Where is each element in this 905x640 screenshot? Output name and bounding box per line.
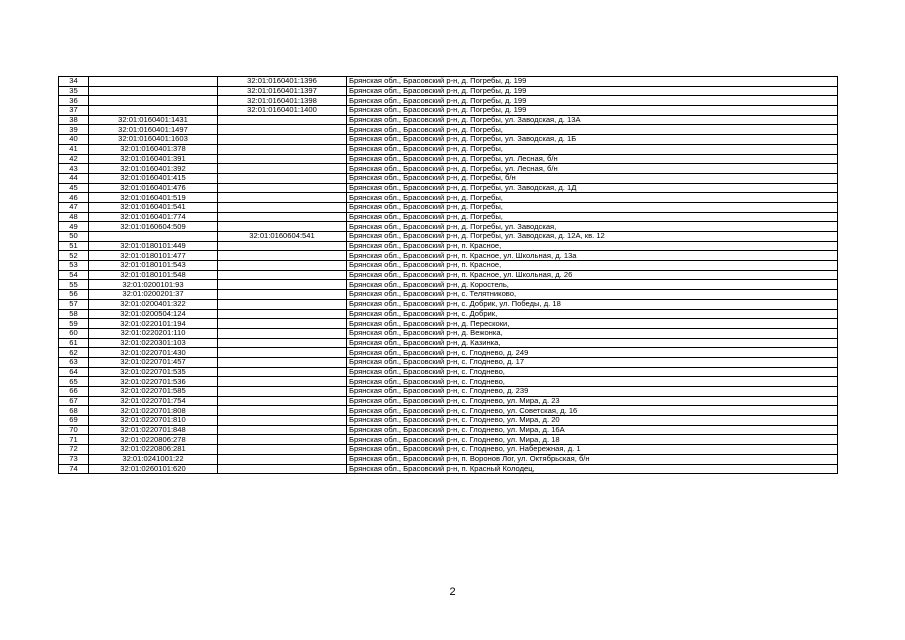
address-cell: Брянская обл., Брасовский р-н, с. Глоднево, ул. Мира, д. 16А — [347, 425, 838, 435]
row-number-cell: 60 — [59, 328, 89, 338]
address-cell: Брянская обл., Брасовский р-н, д. Погребы, ул. Заводская, д. 13А — [347, 115, 838, 125]
cadastral-number-cell: 32:01:0160401:774 — [89, 212, 218, 222]
building-cadastral-number-cell — [218, 164, 347, 174]
table-row — [59, 241, 838, 251]
building-cadastral-number-cell — [218, 280, 347, 290]
address-cell: Брянская обл., Брасовский р-н, п. Воронов Лог, ул. Октябрьская, б/н — [347, 454, 838, 464]
address-cell: Брянская обл., Брасовский р-н, с. Глоднево, — [347, 367, 838, 377]
cadastral-number-cell — [89, 232, 218, 242]
row-number-cell: 41 — [59, 144, 89, 154]
row-number-cell: 52 — [59, 251, 89, 261]
row-number-cell: 72 — [59, 445, 89, 455]
table-row — [59, 183, 838, 193]
row-number-cell: 71 — [59, 435, 89, 445]
building-cadastral-number-cell — [218, 338, 347, 348]
row-number-cell: 50 — [59, 232, 89, 242]
table-row — [59, 377, 838, 387]
address-cell: Брянская обл., Брасовский р-н, д. Погребы, — [347, 125, 838, 135]
building-cadastral-number-cell — [218, 270, 347, 280]
building-cadastral-number-cell — [218, 222, 347, 232]
address-cell: Брянская обл., Брасовский р-н, д. Погребы, ул. Лесная, б/н — [347, 164, 838, 174]
cadastral-number-cell: 32:01:0220701:585 — [89, 387, 218, 397]
table-row — [59, 77, 838, 87]
building-cadastral-number-cell — [218, 387, 347, 397]
table-row — [59, 222, 838, 232]
row-number-cell: 36 — [59, 96, 89, 106]
table-row — [59, 144, 838, 154]
table-row — [59, 338, 838, 348]
building-cadastral-number-cell — [218, 173, 347, 183]
table-body — [59, 77, 838, 474]
address-cell: Брянская обл., Брасовский р-н, с. Глоднево, — [347, 377, 838, 387]
cadastral-number-cell: 32:01:0220701:848 — [89, 425, 218, 435]
address-cell: Брянская обл., Брасовский р-н, д. Погребы, д. 199 — [347, 106, 838, 116]
address-cell: Брянская обл., Брасовский р-н, с. Глоднево, ул. Мира, д. 20 — [347, 416, 838, 426]
table-row — [59, 251, 838, 261]
address-cell: Брянская обл., Брасовский р-н, д. Погребы, ул. Заводская, — [347, 222, 838, 232]
cadastral-number-cell: 32:01:0220806:278 — [89, 435, 218, 445]
cadastral-number-cell: 32:01:0160401:391 — [89, 154, 218, 164]
building-cadastral-number-cell — [218, 202, 347, 212]
table-row — [59, 193, 838, 203]
address-cell: Брянская обл., Брасовский р-н, с. Глоднево, ул. Мира, д. 23 — [347, 396, 838, 406]
table-row — [59, 396, 838, 406]
building-cadastral-number-cell: 32:01:0160401:1400 — [218, 106, 347, 116]
cadastral-number-cell: 32:01:0160401:1603 — [89, 135, 218, 145]
address-cell: Брянская обл., Брасовский р-н, с. Глоднево, д. 249 — [347, 348, 838, 358]
cadastral-number-cell: 32:01:0160604:509 — [89, 222, 218, 232]
cadastral-number-cell: 32:01:0200201:37 — [89, 290, 218, 300]
cadastral-number-cell: 32:01:0220701:457 — [89, 357, 218, 367]
cadastral-number-cell: 32:01:0220201:110 — [89, 328, 218, 338]
table-row — [59, 445, 838, 455]
row-number-cell: 73 — [59, 454, 89, 464]
address-cell: Брянская обл., Брасовский р-н, д. Погребы, ул. Заводская, д. 1Б — [347, 135, 838, 145]
cadastral-number-cell — [89, 96, 218, 106]
building-cadastral-number-cell — [218, 435, 347, 445]
row-number-cell: 63 — [59, 357, 89, 367]
row-number-cell: 42 — [59, 154, 89, 164]
cadastral-number-cell — [89, 77, 218, 87]
address-cell: Брянская обл., Брасовский р-н, д. Погребы, — [347, 212, 838, 222]
address-cell: Брянская обл., Брасовский р-н, п. Красное, ул. Школьная, д. 13а — [347, 251, 838, 261]
row-number-cell: 65 — [59, 377, 89, 387]
building-cadastral-number-cell — [218, 454, 347, 464]
building-cadastral-number-cell — [218, 261, 347, 271]
row-number-cell: 34 — [59, 77, 89, 87]
page-number: 2 — [449, 586, 456, 598]
building-cadastral-number-cell — [218, 328, 347, 338]
row-number-cell: 44 — [59, 173, 89, 183]
building-cadastral-number-cell — [218, 445, 347, 455]
cadastral-number-cell: 32:01:0160401:541 — [89, 202, 218, 212]
address-cell: Брянская обл., Брасовский р-н, д. Погребы, д. 199 — [347, 77, 838, 87]
address-cell: Брянская обл., Брасовский р-н, д. Погребы, — [347, 144, 838, 154]
address-cell: Брянская обл., Брасовский р-н, д. Погребы, б/н — [347, 173, 838, 183]
row-number-cell: 51 — [59, 241, 89, 251]
row-number-cell: 67 — [59, 396, 89, 406]
row-number-cell: 40 — [59, 135, 89, 145]
address-cell: Брянская обл., Брасовский р-н, с. Глоднево, ул. Советская, д. 16 — [347, 406, 838, 416]
cadastral-number-cell: 32:01:0160401:519 — [89, 193, 218, 203]
table-row — [59, 135, 838, 145]
cadastral-number-cell — [89, 106, 218, 116]
row-number-cell: 53 — [59, 261, 89, 271]
address-cell: Брянская обл., Брасовский р-н, д. Погребы, ул. Лесная, б/н — [347, 154, 838, 164]
address-cell: Брянская обл., Брасовский р-н, д. Погребы, д. 199 — [347, 96, 838, 106]
building-cadastral-number-cell — [218, 348, 347, 358]
cadastral-number-cell: 32:01:0220701:430 — [89, 348, 218, 358]
table-row — [59, 164, 838, 174]
table-row — [59, 86, 838, 96]
table-row — [59, 232, 838, 242]
table-row — [59, 328, 838, 338]
row-number-cell: 66 — [59, 387, 89, 397]
address-cell: Брянская обл., Брасовский р-н, д. Погребы, ул. Заводская, д. 1Д — [347, 183, 838, 193]
row-number-cell: 64 — [59, 367, 89, 377]
table-row — [59, 261, 838, 271]
table-row — [59, 464, 838, 474]
cadastral-number-cell: 32:01:0220701:808 — [89, 406, 218, 416]
cadastral-table — [58, 76, 838, 474]
row-number-cell: 68 — [59, 406, 89, 416]
building-cadastral-number-cell — [218, 183, 347, 193]
building-cadastral-number-cell — [218, 377, 347, 387]
address-cell: Брянская обл., Брасовский р-н, д. Погребы, — [347, 193, 838, 203]
address-cell: Брянская обл., Брасовский р-н, д. Погребы, д. 199 — [347, 86, 838, 96]
building-cadastral-number-cell: 32:01:0160401:1397 — [218, 86, 347, 96]
table-row — [59, 387, 838, 397]
table-row — [59, 348, 838, 358]
table-row — [59, 435, 838, 445]
row-number-cell: 62 — [59, 348, 89, 358]
table-row — [59, 454, 838, 464]
table-row — [59, 115, 838, 125]
building-cadastral-number-cell — [218, 299, 347, 309]
address-cell: Брянская обл., Брасовский р-н, с. Добрик, — [347, 309, 838, 319]
table-row — [59, 96, 838, 106]
cadastral-number-cell: 32:01:0160401:392 — [89, 164, 218, 174]
address-cell: Брянская обл., Брасовский р-н, п. Красное, — [347, 261, 838, 271]
row-number-cell: 61 — [59, 338, 89, 348]
building-cadastral-number-cell — [218, 367, 347, 377]
row-number-cell: 69 — [59, 416, 89, 426]
building-cadastral-number-cell — [218, 251, 347, 261]
cadastral-number-cell: 32:01:0200401:322 — [89, 299, 218, 309]
cadastral-number-cell: 32:01:0220701:535 — [89, 367, 218, 377]
building-cadastral-number-cell — [218, 425, 347, 435]
cadastral-number-cell: 32:01:0220101:194 — [89, 319, 218, 329]
row-number-cell: 35 — [59, 86, 89, 96]
address-cell: Брянская обл., Брасовский р-н, с. Глоднево, ул. Набережная, д. 1 — [347, 445, 838, 455]
address-cell: Брянская обл., Брасовский р-н, с. Глоднево, д. 17 — [347, 357, 838, 367]
building-cadastral-number-cell — [218, 396, 347, 406]
table-row — [59, 319, 838, 329]
cadastral-number-cell — [89, 86, 218, 96]
cadastral-number-cell: 32:01:0160401:1497 — [89, 125, 218, 135]
table-row — [59, 367, 838, 377]
address-cell: Брянская обл., Брасовский р-н, д. Погребы, ул. Заводская, д. 12А, кв. 12 — [347, 232, 838, 242]
building-cadastral-number-cell: 32:01:0160401:1396 — [218, 77, 347, 87]
building-cadastral-number-cell — [218, 144, 347, 154]
cadastral-number-cell: 32:01:0160401:476 — [89, 183, 218, 193]
address-cell: Брянская обл., Брасовский р-н, д. Казинка, — [347, 338, 838, 348]
row-number-cell: 38 — [59, 115, 89, 125]
table-row — [59, 212, 838, 222]
row-number-cell: 46 — [59, 193, 89, 203]
address-cell: Брянская обл., Брасовский р-н, с. Телятниково, — [347, 290, 838, 300]
row-number-cell: 49 — [59, 222, 89, 232]
cadastral-number-cell: 32:01:0200101:93 — [89, 280, 218, 290]
cadastral-number-cell: 32:01:0160401:378 — [89, 144, 218, 154]
building-cadastral-number-cell — [218, 241, 347, 251]
row-number-cell: 74 — [59, 464, 89, 474]
building-cadastral-number-cell — [218, 416, 347, 426]
cadastral-number-cell: 32:01:0220301:103 — [89, 338, 218, 348]
row-number-cell: 56 — [59, 290, 89, 300]
address-cell: Брянская обл., Брасовский р-н, д. Перескоки, — [347, 319, 838, 329]
building-cadastral-number-cell — [218, 154, 347, 164]
table-row — [59, 106, 838, 116]
building-cadastral-number-cell — [218, 464, 347, 474]
row-number-cell: 57 — [59, 299, 89, 309]
building-cadastral-number-cell — [218, 357, 347, 367]
building-cadastral-number-cell — [218, 125, 347, 135]
row-number-cell: 39 — [59, 125, 89, 135]
row-number-cell: 43 — [59, 164, 89, 174]
address-cell: Брянская обл., Брасовский р-н, п. Красное, ул. Школьная, д. 26 — [347, 270, 838, 280]
table-row — [59, 270, 838, 280]
building-cadastral-number-cell — [218, 290, 347, 300]
cadastral-number-cell: 32:01:0241001:22 — [89, 454, 218, 464]
building-cadastral-number-cell — [218, 115, 347, 125]
address-cell: Брянская обл., Брасовский р-н, с. Глоднево, ул. Мира, д. 18 — [347, 435, 838, 445]
cadastral-number-cell: 32:01:0220701:754 — [89, 396, 218, 406]
cadastral-number-cell: 32:01:0180101:543 — [89, 261, 218, 271]
address-cell: Брянская обл., Брасовский р-н, с. Глоднево, д. 239 — [347, 387, 838, 397]
table-row — [59, 406, 838, 416]
building-cadastral-number-cell — [218, 406, 347, 416]
table-row — [59, 154, 838, 164]
building-cadastral-number-cell: 32:01:0160401:1398 — [218, 96, 347, 106]
row-number-cell: 37 — [59, 106, 89, 116]
row-number-cell: 47 — [59, 202, 89, 212]
cadastral-number-cell: 32:01:0180101:449 — [89, 241, 218, 251]
building-cadastral-number-cell: 32:01:0160604:541 — [218, 232, 347, 242]
building-cadastral-number-cell — [218, 309, 347, 319]
cadastral-number-cell: 32:01:0200504:124 — [89, 309, 218, 319]
address-cell: Брянская обл., Брасовский р-н, п. Красный Колодец, — [347, 464, 838, 474]
table-row — [59, 173, 838, 183]
cadastral-number-cell: 32:01:0160401:1431 — [89, 115, 218, 125]
row-number-cell: 48 — [59, 212, 89, 222]
table-row — [59, 280, 838, 290]
address-cell: Брянская обл., Брасовский р-н, д. Погребы, — [347, 202, 838, 212]
address-cell: Брянская обл., Брасовский р-н, с. Добрик, ул. Победы, д. 18 — [347, 299, 838, 309]
address-cell: Брянская обл., Брасовский р-н, д. Коростель, — [347, 280, 838, 290]
building-cadastral-number-cell — [218, 319, 347, 329]
table-row — [59, 299, 838, 309]
building-cadastral-number-cell — [218, 193, 347, 203]
cadastral-number-cell: 32:01:0220806:281 — [89, 445, 218, 455]
building-cadastral-number-cell — [218, 135, 347, 145]
table-row — [59, 416, 838, 426]
cadastral-number-cell: 32:01:0260101:620 — [89, 464, 218, 474]
row-number-cell: 55 — [59, 280, 89, 290]
address-cell: Брянская обл., Брасовский р-н, п. Красное, — [347, 241, 838, 251]
table-row — [59, 309, 838, 319]
table-row — [59, 202, 838, 212]
row-number-cell: 54 — [59, 270, 89, 280]
row-number-cell: 58 — [59, 309, 89, 319]
cadastral-number-cell: 32:01:0180101:477 — [89, 251, 218, 261]
address-cell: Брянская обл., Брасовский р-н, д. Вежонка, — [347, 328, 838, 338]
table-row — [59, 290, 838, 300]
row-number-cell: 59 — [59, 319, 89, 329]
cadastral-number-cell: 32:01:0220701:536 — [89, 377, 218, 387]
cadastral-number-cell: 32:01:0180101:548 — [89, 270, 218, 280]
cadastral-number-cell: 32:01:0160401:415 — [89, 173, 218, 183]
table-row — [59, 125, 838, 135]
cadastral-number-cell: 32:01:0220701:810 — [89, 416, 218, 426]
table-row — [59, 357, 838, 367]
building-cadastral-number-cell — [218, 212, 347, 222]
table-row — [59, 425, 838, 435]
row-number-cell: 70 — [59, 425, 89, 435]
row-number-cell: 45 — [59, 183, 89, 193]
